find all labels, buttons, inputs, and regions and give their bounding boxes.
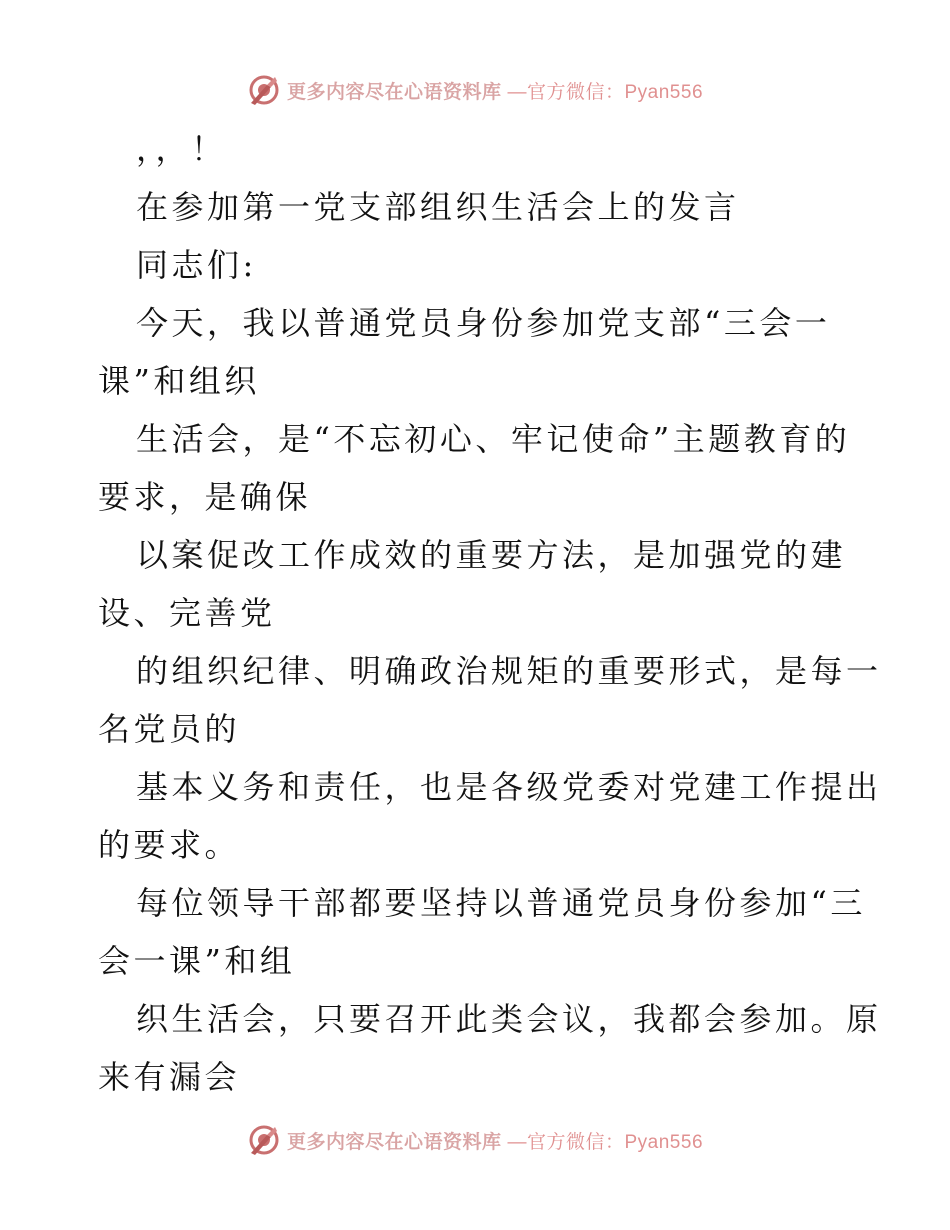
text-line: 的要求。	[98, 826, 241, 864]
text-line: 要求，是确保	[98, 478, 312, 516]
footer-watermark	[0, 1120, 950, 1160]
text-line: ，，！	[136, 130, 227, 168]
header-watermark	[0, 70, 950, 110]
watermark-contact-text: —官方微信：Pyan556	[507, 1131, 704, 1153]
watermark-main-text: 更多内容尽在心语资料库	[286, 80, 502, 103]
text-line: 设、完善党	[98, 594, 276, 632]
text-line: 来有漏会	[98, 1058, 241, 1096]
document-body	[98, 120, 882, 1106]
text-line: 课”和组织	[98, 362, 260, 400]
watermark-main-text: 更多内容尽在心语资料库	[286, 1130, 502, 1153]
text-line: 以案促改工作成效的重要方法，是加强党的建	[136, 536, 847, 574]
text-line: 同志们:	[136, 246, 257, 284]
watermark-contact-text: —官方微信：Pyan556	[507, 81, 704, 103]
text-line: 织生活会，只要召开此类会议，我都会参加。原	[136, 1000, 882, 1038]
text-line: 在参加第一党支部组织生活会上的发言	[136, 188, 740, 226]
text-line: 基本义务和责任，也是各级党委对党建工作提出	[136, 768, 882, 806]
text-line: 名党员的	[98, 710, 241, 748]
text-line: 每位领导干部都要坚持以普通党员身份参加“三	[136, 884, 866, 922]
text-line: 会一课”和组	[98, 942, 296, 980]
text-line: 生活会，是“不忘初心、牢记使命”主题教育的	[136, 420, 851, 458]
text-line: 今天，我以普通党员身份参加党支部“三会一	[136, 304, 831, 342]
pen-logo-icon	[247, 1123, 281, 1157]
pen-logo-icon	[247, 73, 281, 107]
text-line: 的组织纪律、明确政治规矩的重要形式，是每一	[136, 652, 882, 690]
